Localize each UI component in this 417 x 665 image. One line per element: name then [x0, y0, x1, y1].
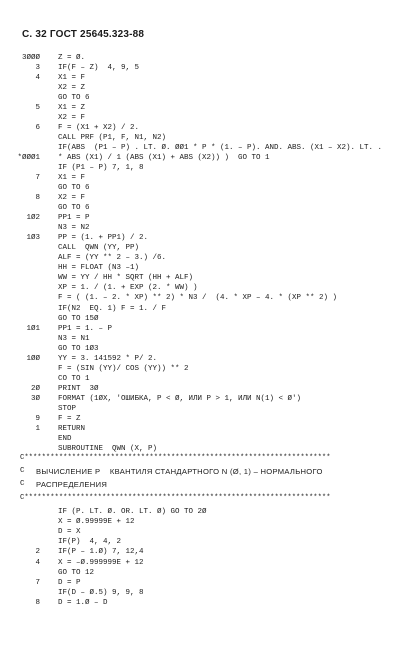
- comment-separator: C***********************************************************************: [20, 494, 331, 502]
- line-text: GO TO 6: [58, 204, 90, 212]
- line-text: IF(P – 1.Ø) 7, 12,4: [58, 548, 144, 556]
- line-label: *ØØØ1: [17, 154, 40, 162]
- line-text: RETURN: [58, 425, 86, 433]
- line-text: ALF = (YY ** 2 – 3.) /6.: [58, 254, 167, 262]
- line-label: 8: [35, 194, 40, 202]
- page-header: С. 32 ГОСТ 25645.323-88: [22, 29, 145, 40]
- line-text: GO TO 6: [58, 184, 90, 192]
- line-text: CALL PRF (P1, F, N1, N2): [58, 134, 167, 142]
- line-text: F = (X1 + X2) / 2.: [58, 124, 140, 132]
- comment-separator: C***********************************************************************: [20, 454, 331, 462]
- line-label: 3Ø: [30, 395, 40, 403]
- line-label: 8: [35, 599, 40, 607]
- line-text: IF(F – Z) 4, 9, 5: [58, 64, 140, 72]
- line-label: 1ØØ: [26, 355, 40, 363]
- line-text: X = Ø.99999E + 12: [58, 518, 135, 526]
- line-text: Z = Ø.: [58, 54, 86, 62]
- comment-marker: C: [20, 480, 25, 488]
- line-text: IF(D – Ø.5) 9, 9, 8: [58, 589, 144, 597]
- line-label: 2Ø: [30, 385, 40, 393]
- line-text: F = (SIN (YY)/ COS (YY)) ** 2: [58, 365, 189, 373]
- line-text: GO TO 1Ø3: [58, 345, 99, 353]
- line-text: D = 1.Ø – D: [58, 599, 108, 607]
- line-text: STOP: [58, 405, 77, 413]
- line-text: PP = (1. + PP1) / 2.: [58, 234, 149, 242]
- line-label: 5: [35, 104, 40, 112]
- comment-text: ВЫЧИСЛЕНИЕ P КВАНТИЛЯ СТАНДАРТНОГО N (Ø, 1) – НОРМАЛЬНОГО: [36, 467, 323, 476]
- line-text: IF(ABS (P1 – P) . LT. Ø. ØØ1 * P * (1. – P). AND. ABS. (X1 – X2). LT. .: [58, 144, 383, 152]
- line-text: X1 = F: [58, 74, 86, 82]
- line-label: 9: [35, 415, 40, 423]
- line-text: X2 = F: [58, 114, 86, 122]
- line-label: 4: [35, 559, 40, 567]
- line-text: CO TO 1: [58, 375, 90, 383]
- line-text: N3 = N1: [58, 335, 90, 343]
- line-text: F = Z: [58, 415, 81, 423]
- comment-marker: C: [20, 467, 25, 475]
- line-text: GO TO 12: [58, 569, 95, 577]
- line-text: PRINT 3Ø: [58, 385, 99, 393]
- line-label: 2: [35, 548, 40, 556]
- line-text: X1 = Z: [58, 104, 86, 112]
- line-text: GO TO 6: [58, 94, 90, 102]
- comment-text: РАСПРЕДЕЛЕНИЯ: [36, 480, 108, 489]
- line-text: X1 = F: [58, 174, 86, 182]
- line-text: IF (P. LT. Ø. OR. LT. Ø) GO TO 2Ø: [58, 508, 207, 516]
- line-text: CALL QWN (YY, PP): [58, 244, 140, 252]
- line-text: F = ( (1. – 2. * XP) ** 2) * N3 / (4. * XP – 4. * (XP ** 2) ): [58, 294, 338, 302]
- line-text: END: [58, 435, 72, 443]
- line-text: D = P: [58, 579, 81, 587]
- line-text: XP = 1. / (1. + EXP (2. * WW) ): [58, 284, 198, 292]
- line-text: X = –Ø.999999E + 12: [58, 559, 144, 567]
- line-text: IF (P1 – P) 7, 1, 8: [58, 164, 144, 172]
- line-label: 1: [35, 425, 40, 433]
- line-label: 1Ø1: [26, 325, 40, 333]
- line-text: FORMAT (1ØX, 'ОШИБКА, P < Ø, ИЛИ P > 1, ИЛИ N(1) < Ø'): [58, 395, 302, 403]
- line-label: 7: [35, 174, 40, 182]
- line-label: 4: [35, 74, 40, 82]
- line-text: WW = YY / HH * SQRT (HH + ALF): [58, 274, 194, 282]
- line-text: D = X: [58, 528, 81, 536]
- line-text: X2 = Z: [58, 84, 86, 92]
- line-text: PP1 = 1. – P: [58, 325, 113, 333]
- line-text: X2 = F: [58, 194, 86, 202]
- line-label: 3: [35, 64, 40, 72]
- line-text: PP1 = P: [58, 214, 90, 222]
- line-text: N3 = N2: [58, 224, 90, 232]
- line-text: YY = 3. 141592 * P/ 2.: [58, 355, 158, 363]
- line-label: 3ØØØ: [21, 54, 40, 62]
- line-text: SUBROUTINE QWN (X, P): [58, 445, 158, 453]
- line-text: IF(N2 EQ. 1) F = 1. / F: [58, 305, 167, 313]
- line-text: HH = FLOAT (N3 –1): [58, 264, 140, 272]
- line-label: 1Ø2: [26, 214, 40, 222]
- line-label: 6: [35, 124, 40, 132]
- line-text: IF(P) 4, 4, 2: [58, 538, 122, 546]
- line-text: * ABS (X1) / 1 (ABS (X1) + ABS (X2)) ) GO TO 1: [58, 154, 270, 162]
- line-text: GO TO 15Ø: [58, 315, 99, 323]
- line-label: 7: [35, 579, 40, 587]
- line-label: 1Ø3: [26, 234, 40, 242]
